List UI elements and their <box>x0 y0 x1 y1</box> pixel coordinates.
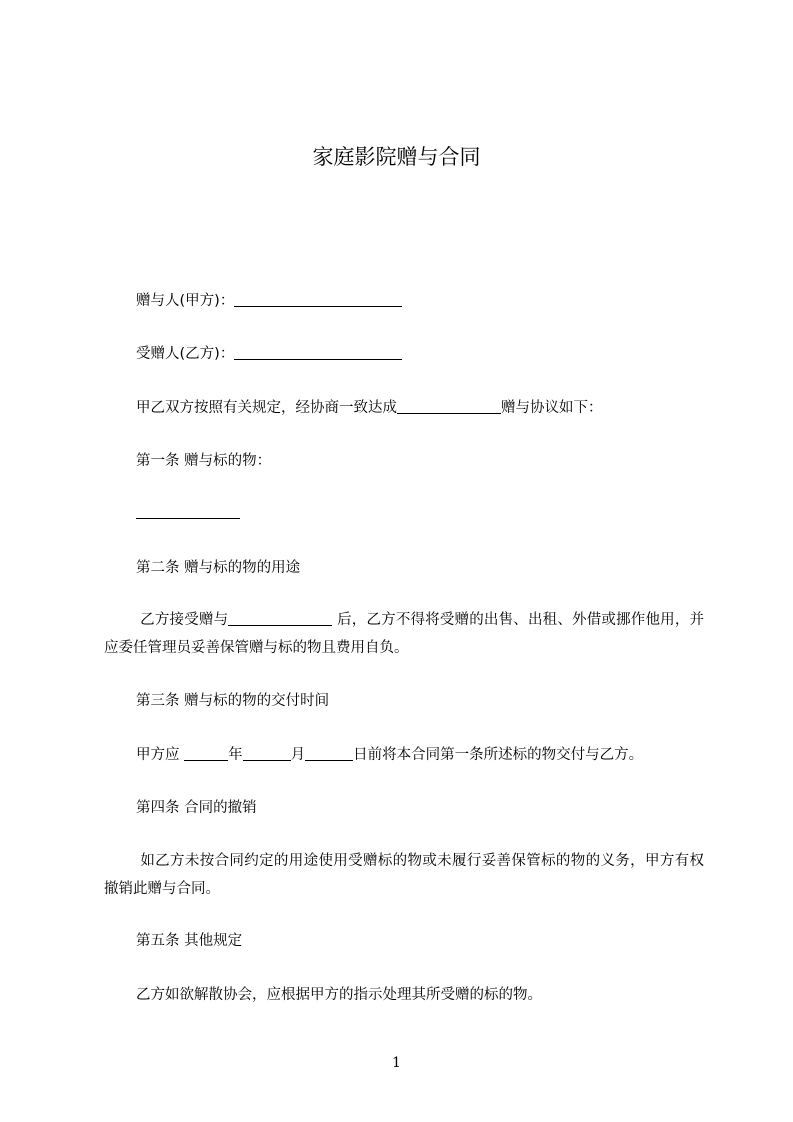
article2-suffix: 后，乙方不得将受赠的出售、出租、外借或挪作他用，并应委任管理员妥善保管赠与标的物且费用自负。 <box>104 612 705 656</box>
article5-heading: 第五条 其他规定 <box>136 933 243 949</box>
gift-object-blank[interactable] <box>136 504 240 519</box>
article4-text: 如乙方未按合同约定的用途使用受赠标的物或未履行妥善保管标的物的义务，甲方有权撤销此赠与合同。 <box>104 853 704 897</box>
donee-line <box>136 344 700 364</box>
preamble-prefix: 甲乙双方按照有关规定，经协商一致达成 <box>136 400 397 416</box>
donee-label: 受赠人(乙方)： <box>136 346 235 362</box>
article4-heading: 第四条 合同的撤销 <box>136 800 257 816</box>
article1-heading: 第一条 赠与标的物： <box>136 453 272 469</box>
article1-blank-line <box>136 503 700 523</box>
preamble-suffix: 赠与协议如下： <box>501 400 603 416</box>
donor-label: 赠与人(甲方)： <box>136 293 235 309</box>
agreement-name-blank[interactable] <box>397 399 501 414</box>
article4-paragraph <box>104 847 704 903</box>
article2-prefix: 乙方接受赠与 <box>140 612 229 628</box>
article2-heading: 第二条 赠与标的物的用途 <box>136 560 301 576</box>
preamble-line <box>136 398 700 418</box>
article2-paragraph <box>104 606 704 662</box>
day-blank[interactable] <box>305 746 353 761</box>
month-blank[interactable] <box>243 746 291 761</box>
article3-suffix: 日前将本合同第一条所述标的物交付与乙方。 <box>353 747 644 763</box>
article3-line <box>136 745 700 765</box>
article5-text: 乙方如欲解散协会，应根据甲方的指示处理其所受赠的标的物。 <box>136 987 542 1003</box>
donee-blank[interactable] <box>234 345 402 360</box>
document-title: 家庭影院赠与合同 <box>312 145 481 169</box>
year-blank[interactable] <box>184 746 228 761</box>
article3-heading: 第三条 赠与标的物的交付时间 <box>136 693 330 709</box>
month-label: 月 <box>290 747 306 763</box>
year-label: 年 <box>228 747 243 763</box>
page-number: 1 <box>392 1055 401 1071</box>
donor-blank[interactable] <box>234 292 402 307</box>
article2-blank[interactable] <box>228 611 332 626</box>
donor-line <box>136 291 700 311</box>
article3-prefix: 甲方应 <box>136 747 185 763</box>
